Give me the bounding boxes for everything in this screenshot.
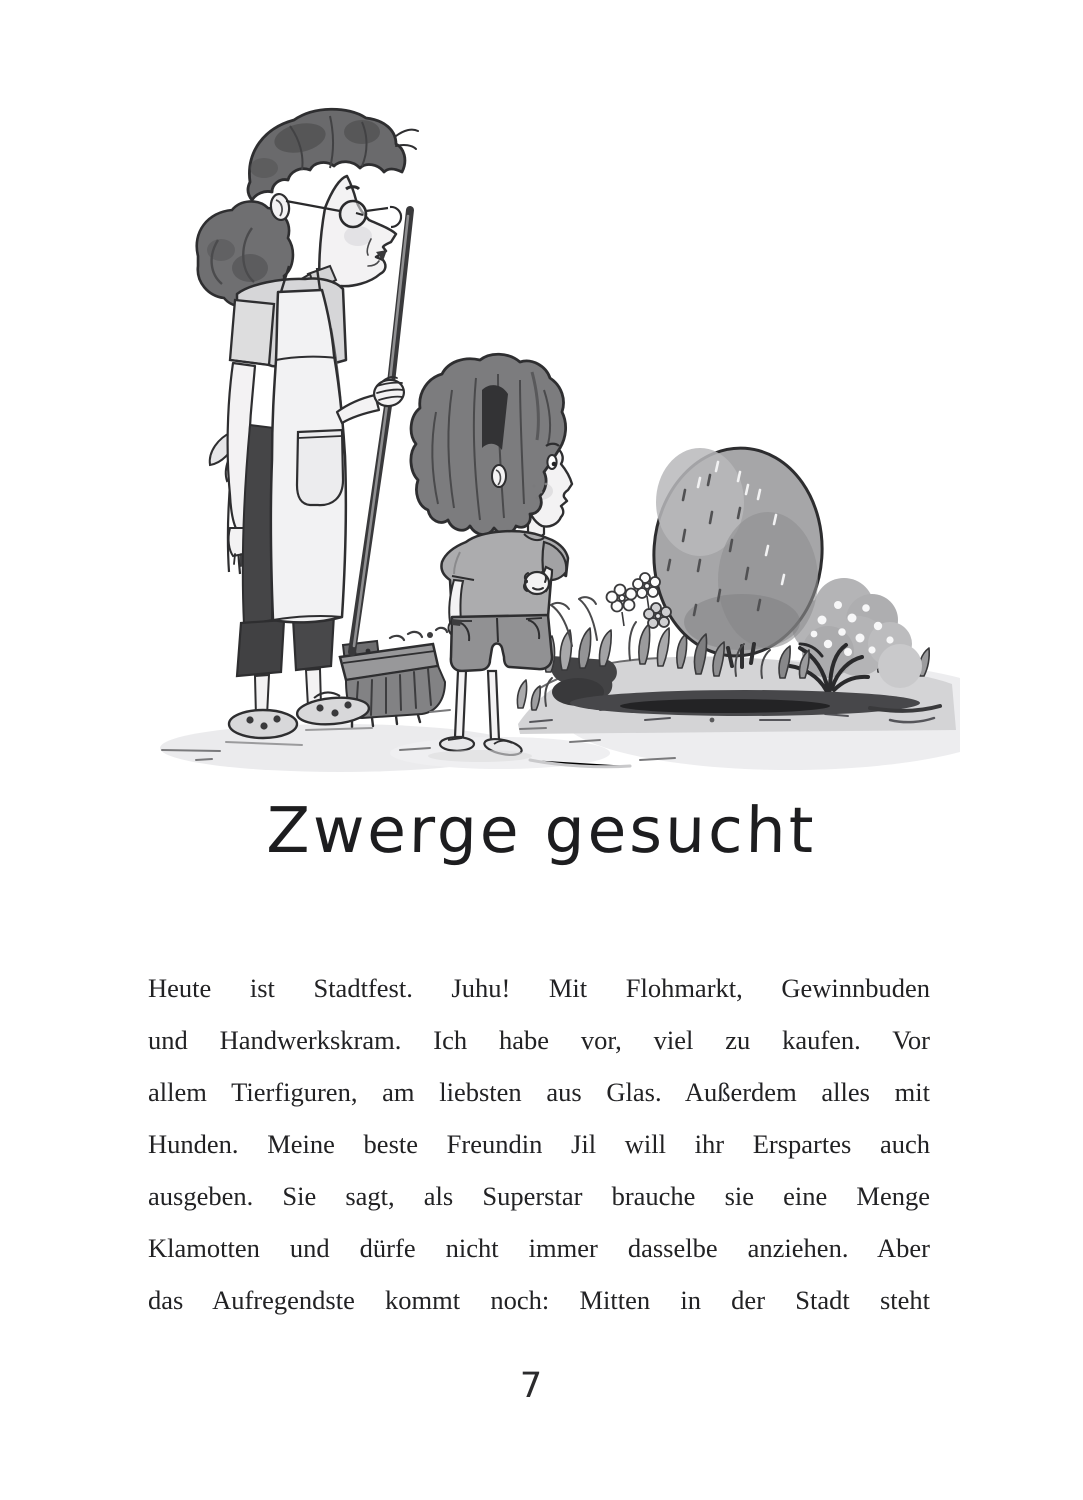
girl-shorts: [451, 615, 552, 671]
paragraph-line: Hunden. Meine beste Freundin Jil will ihr Erspartes auch: [148, 1129, 930, 1159]
page-number: 7: [519, 1366, 543, 1406]
paragraph-line: allem Tierfiguren, am liebsten aus Glas. Außerdem alles mit: [148, 1077, 930, 1107]
paragraph-line: und Handwerkskram. Ich habe vor, viel zu kaufen. Vor: [148, 1025, 930, 1055]
grandmother-hair: [248, 109, 418, 200]
grandmother-forearm: [337, 395, 379, 423]
grandmother-figure: [197, 109, 445, 745]
chapter-illustration: [100, 60, 960, 780]
paragraph-line: Klamotten und dürfe nicht immer dasselbe anziehen. Aber: [148, 1233, 930, 1263]
chapter-title: Zwerge gesucht: [265, 794, 818, 867]
paragraph-line: ausgeben. Sie sagt, als Superstar brauche sie eine Menge: [148, 1181, 930, 1211]
girl-legs: [455, 671, 499, 740]
story-paragraph: [148, 962, 930, 1326]
paragraph-line: das Aufregendste kommt noch: Mitten in der Stadt steht: [148, 1285, 930, 1315]
paragraph-line: Heute ist Stadtfest. Juhu! Mit Flohmarkt, Gewinnbuden: [148, 973, 930, 1003]
